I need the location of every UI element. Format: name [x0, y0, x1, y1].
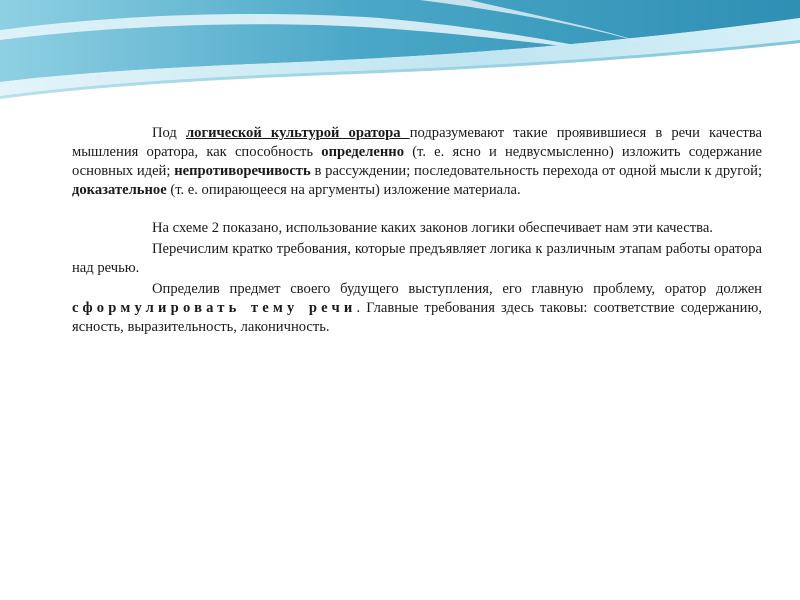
term-evidential: доказательное [72, 182, 167, 198]
paragraph1-part2: (т. е. ясно и недвусмысленно) изложить содержание основных идей; [72, 144, 762, 179]
paragraph1-part3: в рассуждении; последовательность перехода от одной мысли к другой; [310, 163, 762, 179]
paragraph-scheme: На схеме 2 показано, использование каких законов логики обеспечивает нам эти качества. [152, 220, 713, 236]
body-text [72, 124, 762, 337]
term-consistency: непротиворечивость [174, 163, 311, 179]
paragraph4-part1: Определив предмет своего будущего выступления, его главную проблему, оратор должен [152, 281, 762, 297]
paragraph4-part2: . Главные требования здесь таковы: соответствие содержанию, ясность, выразительность, лаконичность. [72, 300, 762, 335]
paragraph1-intro: Под [152, 125, 186, 141]
paragraph1-part4: (т. е. опирающееся на аргументы) изложение материала. [166, 182, 521, 198]
paragraph-logical-culture [72, 124, 762, 200]
term-definite: определенно [321, 144, 405, 160]
paragraph-topic [72, 280, 762, 337]
term-formulate-topic: сформулировать тему речи [72, 300, 357, 316]
paragraph-requirements: Перечислим кратко требования, которые предъявляет логика к различным этапам работы оратора над речью. [72, 241, 762, 276]
header-wave-decoration [0, 0, 800, 110]
term-logical-culture: логической культурой оратора [185, 125, 410, 141]
paragraph1-part1: подразумевают такие проявившиеся в речи качества мышления оратора, как способность [72, 125, 762, 160]
